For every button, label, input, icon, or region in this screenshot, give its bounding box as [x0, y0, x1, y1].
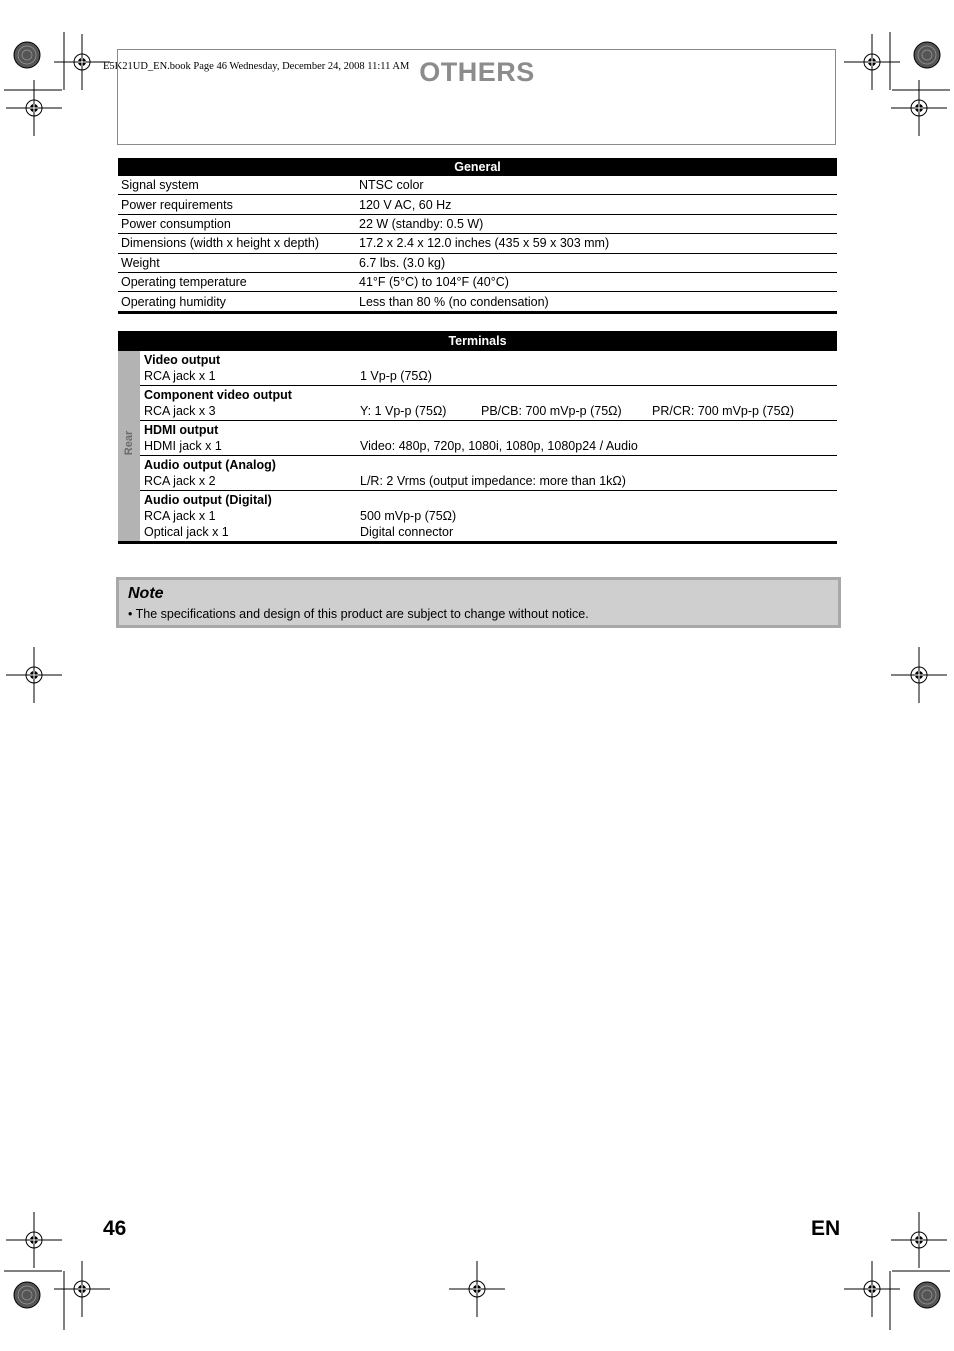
terminal-group-audio-analog [140, 456, 837, 491]
table-row [118, 195, 837, 214]
table-row [118, 176, 837, 195]
terminal-heading: Video output [144, 353, 221, 367]
terminal-jack: Optical jack x 1 [144, 525, 229, 539]
section-title: OTHERS [419, 57, 535, 87]
terminal-heading: Audio output (Digital) [144, 493, 272, 507]
table-row [118, 272, 837, 291]
spec-label: Weight [118, 253, 356, 272]
bullet: • [128, 607, 133, 621]
spec-value: Less than 80 % (no condensation) [356, 292, 837, 312]
table-row [118, 214, 837, 233]
terminal-value-y: Y: 1 Vp-p (75Ω) [360, 404, 447, 418]
table-row [118, 292, 837, 312]
file-info: E5K21UD_EN.book Page 46 Wednesday, December 24, 2008 11:11 AM [103, 61, 410, 72]
terminal-group-video [140, 351, 837, 386]
terminal-value: 500 mVp-p (75Ω) [360, 509, 457, 523]
terminal-group-component [140, 386, 837, 421]
rear-label: Rear [123, 430, 135, 456]
spec-value: 22 W (standby: 0.5 W) [356, 214, 837, 233]
terminal-heading: Component video output [144, 388, 292, 402]
terminal-value-prcr: PR/CR: 700 mVp-p (75Ω) [652, 404, 795, 418]
note-text [128, 607, 589, 621]
terminal-heading: HDMI output [144, 423, 219, 437]
spec-value: NTSC color [356, 176, 837, 195]
page-number: 46 [103, 1217, 127, 1240]
general-spec-table [118, 158, 837, 314]
rear-side-column [118, 351, 140, 541]
terminal-jack: RCA jack x 1 [144, 369, 216, 383]
spec-value: 6.7 lbs. (3.0 kg) [356, 253, 837, 272]
note-body: The specifications and design of this product are subject to change without notice. [135, 607, 589, 621]
terminal-heading: Audio output (Analog) [144, 458, 276, 472]
terminal-value: 1 Vp-p (75Ω) [360, 369, 432, 383]
terminal-jack: RCA jack x 2 [144, 474, 216, 488]
terminal-jack: HDMI jack x 1 [144, 439, 222, 453]
terminals-spec-table [118, 331, 837, 544]
note-box [116, 577, 841, 628]
terminal-jack: RCA jack x 3 [144, 404, 216, 418]
terminal-group-hdmi [140, 421, 837, 456]
spec-label: Operating temperature [118, 272, 356, 291]
terminals-table-body [118, 351, 837, 544]
terminal-value: Digital connector [360, 525, 454, 539]
terminal-value: L/R: 2 Vrms (output impedance: more than 1kΩ) [360, 474, 626, 488]
spec-label: Power requirements [118, 195, 356, 214]
spec-label: Dimensions (width x height x depth) [118, 234, 356, 253]
terminal-jack: RCA jack x 1 [144, 509, 216, 523]
general-table-title: General [118, 158, 837, 176]
spec-label: Operating humidity [118, 292, 356, 312]
spec-value: 17.2 x 2.4 x 12.0 inches (435 x 59 x 303 mm) [356, 234, 837, 253]
spec-label: Power consumption [118, 214, 356, 233]
note-title: Note [128, 585, 164, 602]
terminals-table-title: Terminals [118, 331, 837, 351]
spec-label: Signal system [118, 176, 356, 195]
language-label: EN [811, 1217, 841, 1240]
table-row [118, 253, 837, 272]
terminal-group-audio-digital [140, 491, 837, 541]
terminal-value: Video: 480p, 720p, 1080i, 1080p, 1080p24 / Audio [360, 439, 638, 453]
terminal-value-pbcb: PB/CB: 700 mVp-p (75Ω) [481, 404, 622, 418]
spec-value: 120 V AC, 60 Hz [356, 195, 837, 214]
spec-value: 41°F (5°C) to 104°F (40°C) [356, 272, 837, 291]
table-row [118, 234, 837, 253]
